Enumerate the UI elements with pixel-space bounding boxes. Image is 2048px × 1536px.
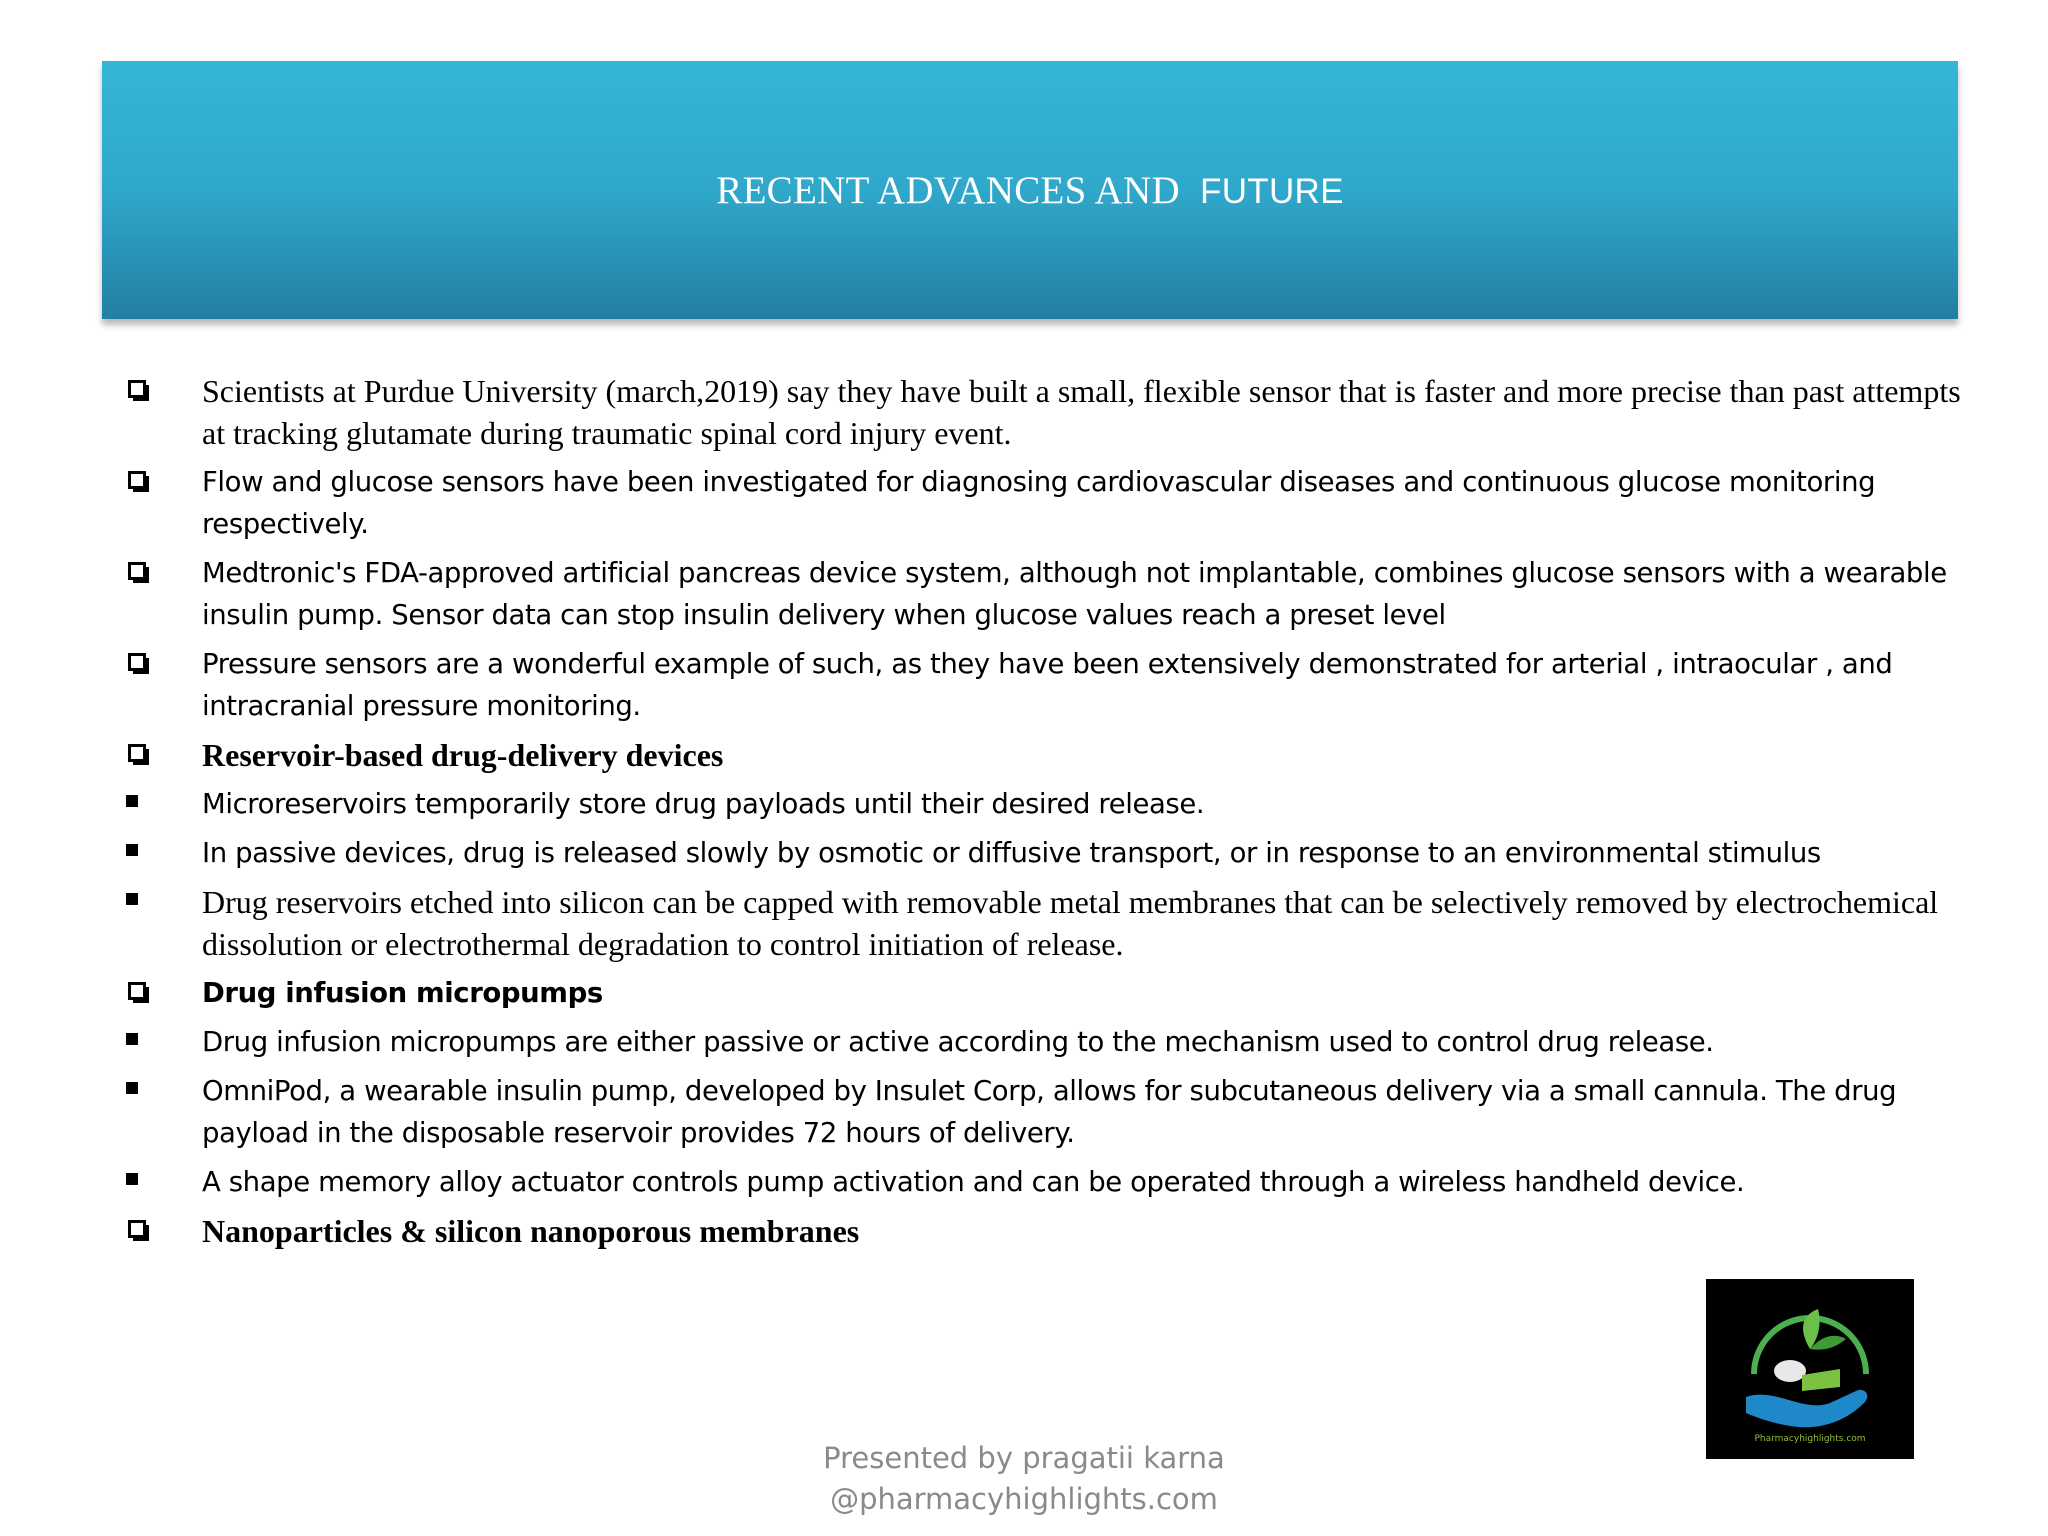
list-item: [0, 370, 2048, 454]
list-item: [0, 552, 2048, 636]
list-item-text: Nanoparticles & silicon nanoporous membranes: [202, 1213, 860, 1249]
bullet-list: [0, 370, 2048, 1259]
square-bullet-icon: [126, 1082, 138, 1094]
list-item-text: Medtronic's FDA-approved artificial pancreas device system, although not implantable, combines glucose sensors with a wearable insulin pump. Sensor data can stop insulin delivery when glucose values reach a preset level: [202, 557, 1947, 631]
list-item-text: Microreservoirs temporarily store drug payloads until their desired release.: [202, 788, 1205, 820]
list-item-text: OmniPod, a wearable insulin pump, developed by Insulet Corp, allows for subcutaneous delivery via a small cannula. The drug payload in the disposable reservoir provides 72 hours of delivery.: [202, 1075, 1897, 1149]
footer-website: @pharmacyhighlights.com: [830, 1482, 1218, 1516]
slide-header: [102, 61, 1958, 319]
checkbox-icon: [128, 982, 150, 1004]
list-item-text: Pressure sensors are a wonderful example of such, as they have been extensively demonstrated for arterial , intraocular , and intracranial pressure monitoring.: [202, 648, 1893, 722]
checkbox-icon: [128, 653, 150, 675]
list-item: [0, 832, 2048, 874]
slide-title-part1: RECENT ADVANCES AND: [716, 168, 1201, 212]
list-item-text: Drug infusion micropumps are either passive or active according to the mechanism used to control drug release.: [202, 1026, 1714, 1058]
checkbox-icon: [128, 380, 150, 402]
checkbox-icon: [128, 471, 150, 493]
square-bullet-icon: [126, 795, 138, 807]
list-item-text: Drug infusion micropumps: [202, 977, 603, 1009]
square-bullet-icon: [126, 1173, 138, 1185]
pharmacy-highlights-logo-icon: [1706, 1279, 1914, 1459]
square-bullet-icon: [126, 893, 138, 905]
list-item: [0, 1161, 2048, 1203]
list-item-text: Scientists at Purdue University (march,2019) say they have built a small, flexible sensor that is faster and more precise than past attempts at tracking glutamate during traumatic spinal cord injury event.: [202, 373, 1961, 451]
list-item: [0, 461, 2048, 545]
list-item-text: In passive devices, drug is released slowly by osmotic or diffusive transport, or in response to an environmental stimulus: [202, 837, 1821, 869]
list-item: [0, 1021, 2048, 1063]
list-item-text: Drug reservoirs etched into silicon can be capped with removable metal membranes that can be selectively removed by electrochemical dissolution or electrothermal degradation to control initiation of release.: [202, 884, 1939, 962]
slide-title-part2: FUTURE: [1200, 171, 1344, 211]
list-item-heading: [0, 972, 2048, 1014]
list-item-text: Reservoir-based drug-delivery devices: [202, 737, 724, 773]
list-item: [0, 783, 2048, 825]
list-item: [0, 881, 2048, 965]
list-item-heading: [0, 1210, 2048, 1252]
footer-presenter: Presented by pragatii karna: [823, 1441, 1225, 1475]
slide-title: [716, 168, 1344, 213]
list-item: [0, 1070, 2048, 1154]
checkbox-icon: [128, 562, 150, 584]
list-item-text: Flow and glucose sensors have been investigated for diagnosing cardiovascular diseases and continuous glucose monitoring respectively.: [202, 466, 1876, 540]
logo-caption: Pharmacyhighlights.com: [1754, 1434, 1866, 1444]
checkbox-icon: [128, 1220, 150, 1242]
footer: [0, 1438, 2048, 1520]
square-bullet-icon: [126, 844, 138, 856]
square-bullet-icon: [126, 1033, 138, 1045]
list-item-heading: [0, 734, 2048, 776]
checkbox-icon: [128, 744, 150, 766]
list-item: [0, 643, 2048, 727]
list-item-text: A shape memory alloy actuator controls pump activation and can be operated through a wireless handheld device.: [202, 1166, 1745, 1198]
